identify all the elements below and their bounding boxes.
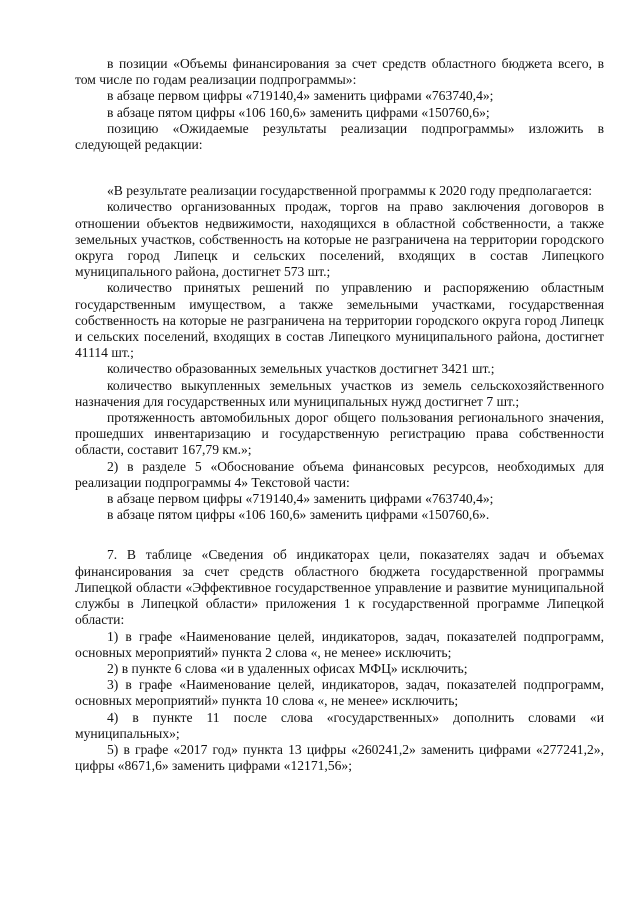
paragraph: 2) в пункте 6 слова «и в удаленных офисах МФЦ» исключить; — [107, 660, 468, 676]
paragraph: позицию «Ожидаемые результаты реализации подпрограммы» изложить в следующей редакции: — [75, 120, 604, 153]
paragraph: 3) в графе «Наименование целей, индикаторов, задач, показателей подпрограмм, основных мероприятий» пункта 10 слова «, не менее» исключить; — [75, 677, 604, 709]
paragraph: в абзаце первом цифры «719140,4» заменить цифрами «763740,4»; — [107, 88, 494, 104]
paragraph: «В результате реализации государственной программы к 2020 году предполагается: — [107, 183, 592, 199]
paragraph: 1) в графе «Наименование целей, индикаторов, задач, показателей подпрограмм, основных мероприятий» пункта 2 слова «, не менее» исключить; — [75, 628, 604, 660]
paragraph: в абзаце пятом цифры «106 160,6» заменить цифрами «150760,6»; — [107, 104, 490, 120]
paragraph: в абзаце пятом цифры «106 160,6» заменить цифрами «150760,6». — [107, 507, 490, 523]
paragraph: в абзаце первом цифры «719140,4» заменить цифрами «763740,4»; — [107, 491, 494, 507]
paragraph: количество образованных земельных участков достигнет 3421 шт.; — [107, 361, 495, 377]
paragraph: протяженность автомобильных дорог общего пользования регионального значения, прошедших инвентаризацию и государственную регистрацию права собственности области, составит 167,79 км.»; — [75, 410, 604, 458]
spacer — [75, 153, 604, 183]
paragraph: 7. В таблице «Сведения об индикаторах цели, показателях задач и объемах финансирования за счет средств областного бюджета государственной программы Липецкой области «Эффективное государственное управление и развитие муниципальной службы в Липецкой области» приложения 1 к государственной программе Липецкой области: — [75, 547, 604, 628]
paragraph: количество организованных продаж, торгов на право заключения договоров в отношении объектов недвижимости, находящихся в областной собственности, а также земельных участков, собственность на которые не разграничена на территории городского округа город Липецк и сельских поселений, входящих в состав Липецкого муниципального района, достигнет 573 шт.; — [75, 199, 604, 280]
paragraph: количество принятых решений по управлению и распоряжению областным государственным имуществом, а также земельными участками, государственная собственность на которые не разграничена на территории городского округа город Липецк и сельских поселений, входящих в состав Липецкого муниципального района, достигнет 41114 шт.; — [75, 280, 604, 361]
paragraph: 5) в графе «2017 год» пункта 13 цифры «260241,2» заменить цифрами «277241,2», цифры «8671,6» заменить цифрами «12171,56»; — [75, 741, 604, 774]
paragraph: количество выкупленных земельных участков из земель сельскохозяйственного назначения для государственных или муниципальных нужд достигнет 7 шт.; — [75, 377, 604, 409]
paragraph: 2) в разделе 5 «Обоснование объема финансовых ресурсов, необходимых для реализации подпрограммы 4» Текстовой части: — [75, 458, 604, 490]
paragraph: 4) в пункте 11 после слова «государственных» дополнить словами «и муниципальных»; — [75, 709, 604, 741]
paragraph: в позиции «Объемы финансирования за счет средств областного бюджета всего, в том числе по годам реализации подпрограммы»: — [75, 56, 604, 88]
spacer — [75, 523, 604, 547]
